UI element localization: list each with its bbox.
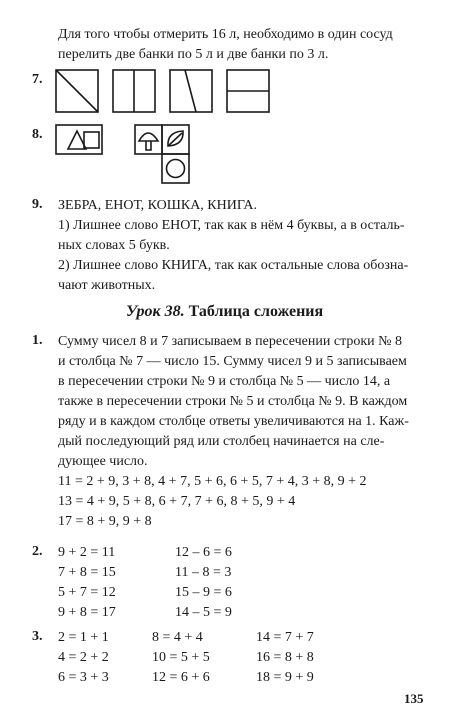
task1-equation-13: 13 = 4 + 9, 5 + 8, 6 + 7, 7 + 6, 8 + 5, 9 + 4 — [58, 494, 296, 509]
task3-col1-row2: 4 = 2 + 2 — [58, 650, 109, 665]
task8-number: 8. — [32, 127, 43, 142]
task3-number: 3. — [32, 629, 43, 644]
task2-col1-row1: 9 + 2 = 11 — [58, 545, 116, 560]
circle-shape — [167, 160, 185, 178]
task1-line-6: дый последующий ряд или столбец начинается на сле- — [58, 434, 385, 449]
task2-col1-row2: 7 + 8 = 15 — [58, 565, 116, 580]
task3-col1-row3: 6 = 3 + 3 — [58, 670, 109, 685]
task2-col2-row1: 12 – 6 = 6 — [175, 545, 232, 560]
task1-equation-17: 17 = 8 + 9, 9 + 8 — [58, 514, 152, 529]
task7-figures — [55, 69, 275, 114]
task2-col1-row4: 9 + 8 = 17 — [58, 605, 116, 620]
task3-col3-row2: 16 = 8 + 8 — [256, 650, 314, 665]
lesson-title — [126, 303, 323, 321]
task9-words: ЗЕБРА, ЕНОТ, КОШКА, КНИГА. — [58, 198, 258, 213]
task1-line-1: Сумму чисел 8 и 7 записываем в пересечении строки № 8 — [58, 334, 403, 349]
task9-answer2-line2: чают животных. — [58, 278, 156, 293]
task1-line-3: в пересечении строки № 9 и столбца № 5 — число 14, а — [58, 374, 391, 389]
intro-line-1: Для того чтобы отмерить 16 л, необходимо в один сосуд — [58, 27, 393, 42]
task9-number: 9. — [32, 197, 43, 212]
task7-number: 7. — [32, 72, 43, 87]
task3-col1-row1: 2 = 1 + 1 — [58, 630, 109, 645]
task9-answer1-line2: ных словах 5 букв. — [58, 238, 170, 253]
task1-line-4: также в пересечении строки № 5 и столбца № 9. В каждом — [58, 394, 408, 409]
lesson-topic: Таблица сложения — [188, 303, 324, 320]
task1-equation-11: 11 = 2 + 9, 3 + 8, 4 + 7, 5 + 6, 6 + 5, 7 + 4, 3 + 8, 9 + 2 — [58, 474, 367, 489]
lesson-number: Урок 38. — [126, 303, 185, 320]
task8-figures — [55, 124, 195, 194]
task3-col2-row3: 12 = 6 + 6 — [152, 670, 210, 685]
task9-answer2-line1: 2) Лишнее слово КНИГА, так как остальные слова обозна- — [58, 258, 409, 273]
task3-col2-row1: 8 = 4 + 4 — [152, 630, 203, 645]
task2-col2-row4: 14 – 5 = 9 — [175, 605, 232, 620]
task1-line-5: ряду и в каждом столбце ответы увеличиваются на 1. Каж- — [58, 414, 409, 429]
task9-answer1-line1: 1) Лишнее слово ЕНОТ, так как в нём 4 буквы, а в осталь- — [58, 218, 405, 233]
task2-number: 2. — [32, 544, 43, 559]
small-square-shape — [84, 132, 99, 148]
mushroom-shape — [139, 133, 158, 141]
task3-col3-row3: 18 = 9 + 9 — [256, 670, 314, 685]
task2-col1-row3: 5 + 7 = 12 — [58, 585, 116, 600]
task3-col2-row2: 10 = 5 + 5 — [152, 650, 210, 665]
task1-number: 1. — [32, 333, 43, 348]
page-number: 135 — [404, 691, 424, 706]
task2-col2-row3: 15 – 9 = 6 — [175, 585, 232, 600]
task1-line-7: дующее число. — [58, 454, 148, 469]
intro-line-2: перелить две банки по 5 л и две банки по 3 л. — [58, 47, 329, 62]
task3-col3-row1: 14 = 7 + 7 — [256, 630, 314, 645]
task1-line-2: и столбца № 7 — число 15. Сумму чисел 9 и 5 записываем — [58, 354, 407, 369]
task2-col2-row2: 11 – 8 = 3 — [175, 565, 232, 580]
